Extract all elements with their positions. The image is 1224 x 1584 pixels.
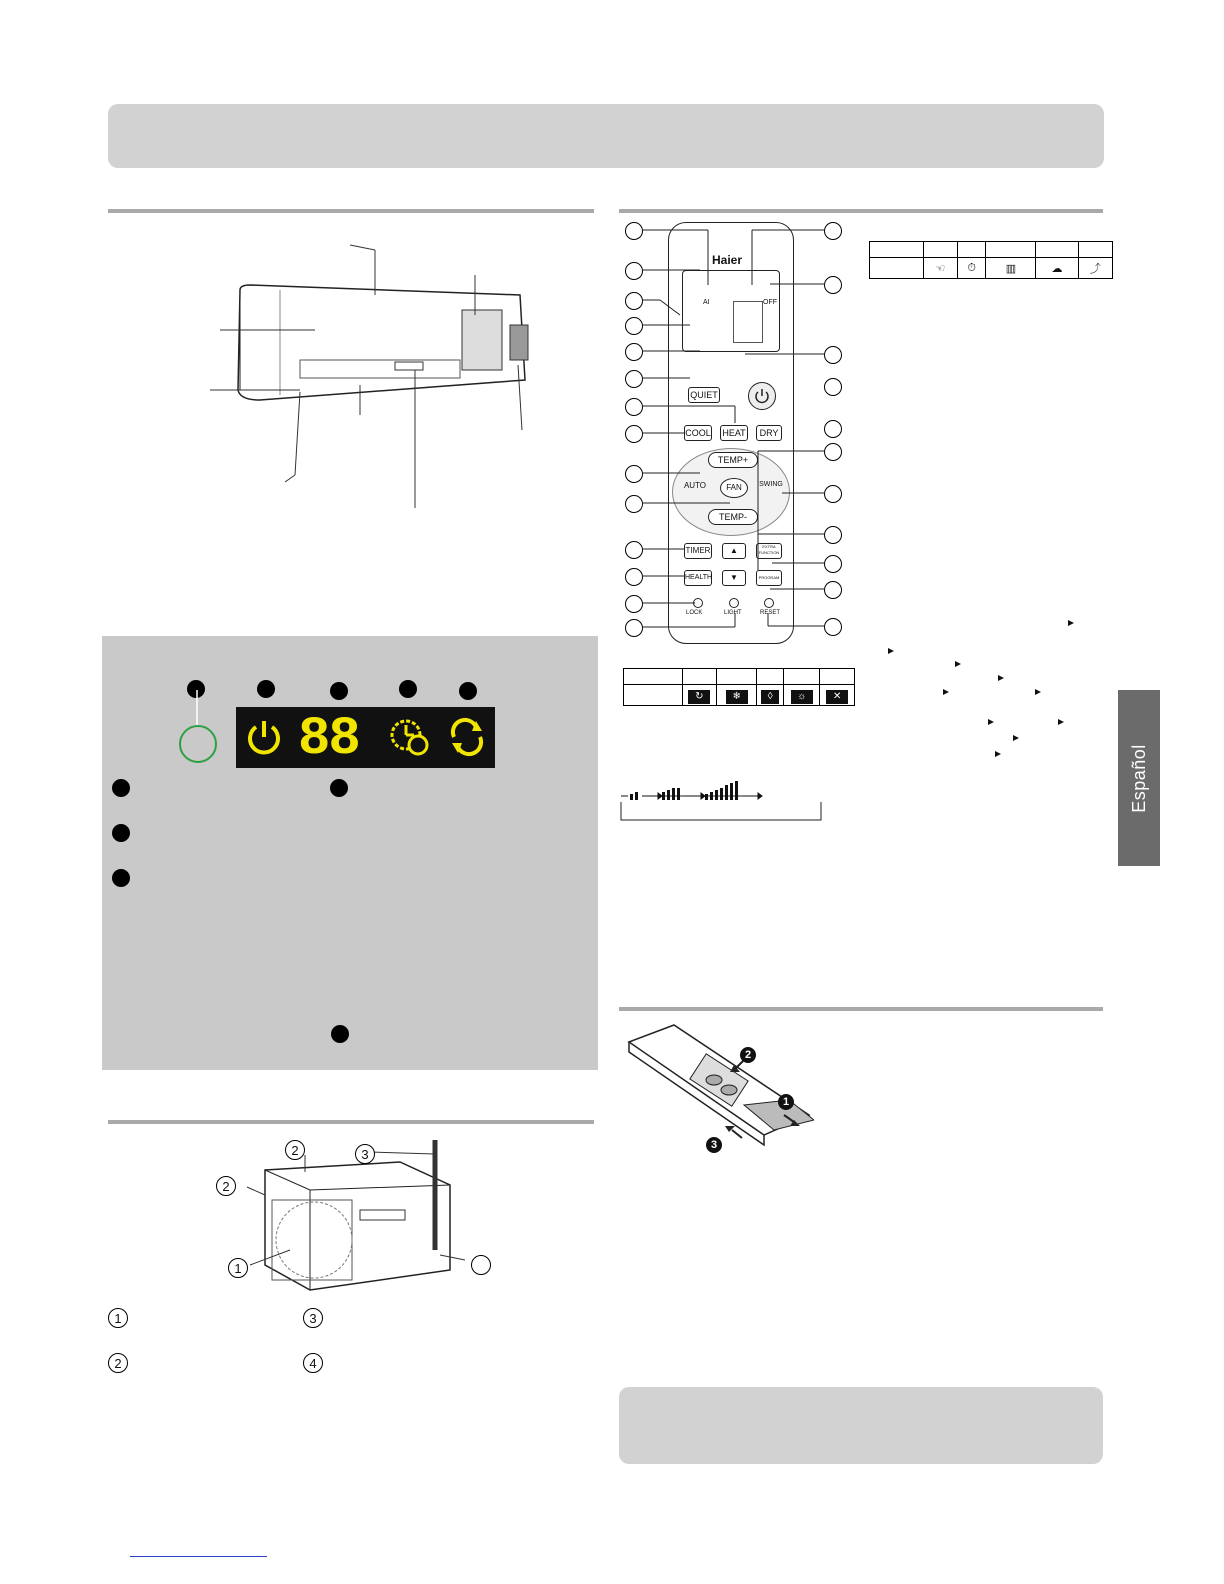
quiet-button[interactable]: QUIET bbox=[688, 387, 720, 403]
mode-symbol-table bbox=[623, 668, 855, 706]
indicator-marker-4 bbox=[399, 680, 417, 698]
outdoor-callout-3: 3 bbox=[355, 1144, 375, 1164]
section-rule-outdoor bbox=[108, 1120, 594, 1124]
outdoor-unit-illustration bbox=[210, 1130, 490, 1310]
swing-button[interactable]: SWING bbox=[759, 481, 783, 488]
cool-mode-icon: ❄ bbox=[726, 690, 748, 704]
temp-plus-button[interactable]: TEMP+ bbox=[708, 452, 758, 468]
timer-button[interactable]: TIMER bbox=[684, 543, 712, 559]
light-label: LIGHT bbox=[724, 610, 742, 616]
down-arrow-button[interactable]: ▼ bbox=[722, 570, 746, 586]
health-button[interactable]: HEALTH bbox=[684, 570, 712, 586]
program-button[interactable]: PROGRAM bbox=[756, 570, 782, 586]
legend-marker-4 bbox=[330, 779, 348, 797]
legend-marker-2 bbox=[112, 824, 130, 842]
function-symbol-table: ☜ ⏱ ▥ ☁ ⤴ bbox=[869, 241, 1113, 279]
up-arrow-button[interactable]: ▲ bbox=[722, 543, 746, 559]
lcd-off-label: OFF bbox=[763, 299, 777, 306]
fan-mode-icon: ✕ bbox=[826, 690, 848, 704]
remote-brand-logo: Haier bbox=[712, 253, 743, 267]
cool-button[interactable]: COOL bbox=[684, 425, 712, 441]
outdoor-legend-3: 3 bbox=[303, 1308, 323, 1328]
indicator-marker-3 bbox=[330, 682, 348, 700]
auto-button[interactable]: AUTO bbox=[683, 481, 707, 490]
dry-button[interactable]: DRY bbox=[756, 425, 782, 441]
fan-button[interactable]: FAN bbox=[720, 478, 748, 498]
segment-display: 88 bbox=[298, 709, 359, 770]
power-icon bbox=[244, 717, 284, 757]
receiver-indicator-ring bbox=[179, 725, 217, 763]
dry-mode-icon: ◊ bbox=[761, 690, 779, 704]
outdoor-callout-2a: 2 bbox=[285, 1140, 305, 1160]
outdoor-callout-4 bbox=[471, 1255, 491, 1275]
section-rule-remote bbox=[619, 209, 1103, 213]
sequence-arrow-markers bbox=[885, 615, 1075, 765]
legend-marker-5 bbox=[331, 1025, 349, 1043]
language-tab[interactable] bbox=[1118, 690, 1160, 866]
battery-step-2: 2 bbox=[740, 1047, 756, 1063]
section-rule-battery bbox=[619, 1007, 1103, 1011]
lcd-ai-label: AI bbox=[703, 299, 710, 306]
outdoor-callout-2b: 2 bbox=[216, 1176, 236, 1196]
legend-marker-3 bbox=[112, 869, 130, 887]
outdoor-legend-2: 2 bbox=[108, 1353, 128, 1373]
outdoor-legend-4: 4 bbox=[303, 1353, 323, 1373]
footer-note-bar bbox=[619, 1387, 1103, 1464]
led-display bbox=[236, 707, 495, 768]
indicator-marker-5 bbox=[459, 682, 477, 700]
legend-marker-1 bbox=[112, 779, 130, 797]
battery-step-1: 1 bbox=[778, 1094, 794, 1110]
section-rule-indoor bbox=[108, 209, 594, 213]
header-bar bbox=[108, 104, 1104, 168]
auto-cycle-icon bbox=[446, 717, 488, 757]
language-tab-label: Español bbox=[1128, 743, 1149, 813]
indicator-marker-2 bbox=[257, 680, 275, 698]
reset-label: RESET bbox=[760, 610, 781, 616]
heat-mode-icon: ☼ bbox=[791, 690, 813, 704]
heat-button[interactable]: HEAT bbox=[720, 425, 748, 441]
fan-speed-cycle-diagram bbox=[618, 780, 828, 825]
extra-function-button[interactable]: EXTRA FUNCTION bbox=[756, 543, 782, 559]
timer-icon bbox=[388, 715, 432, 759]
outdoor-callout-1: 1 bbox=[228, 1258, 248, 1278]
remote-leader-lines bbox=[640, 225, 830, 635]
indoor-unit-illustration bbox=[200, 240, 540, 520]
lock-label: LOCK bbox=[686, 610, 703, 616]
battery-step-3: 3 bbox=[706, 1137, 722, 1153]
footer-link-underline[interactable] bbox=[130, 1556, 267, 1557]
outdoor-legend-1: 1 bbox=[108, 1308, 128, 1328]
auto-mode-icon: ↻ bbox=[688, 690, 710, 704]
temp-minus-button[interactable]: TEMP- bbox=[708, 509, 758, 525]
